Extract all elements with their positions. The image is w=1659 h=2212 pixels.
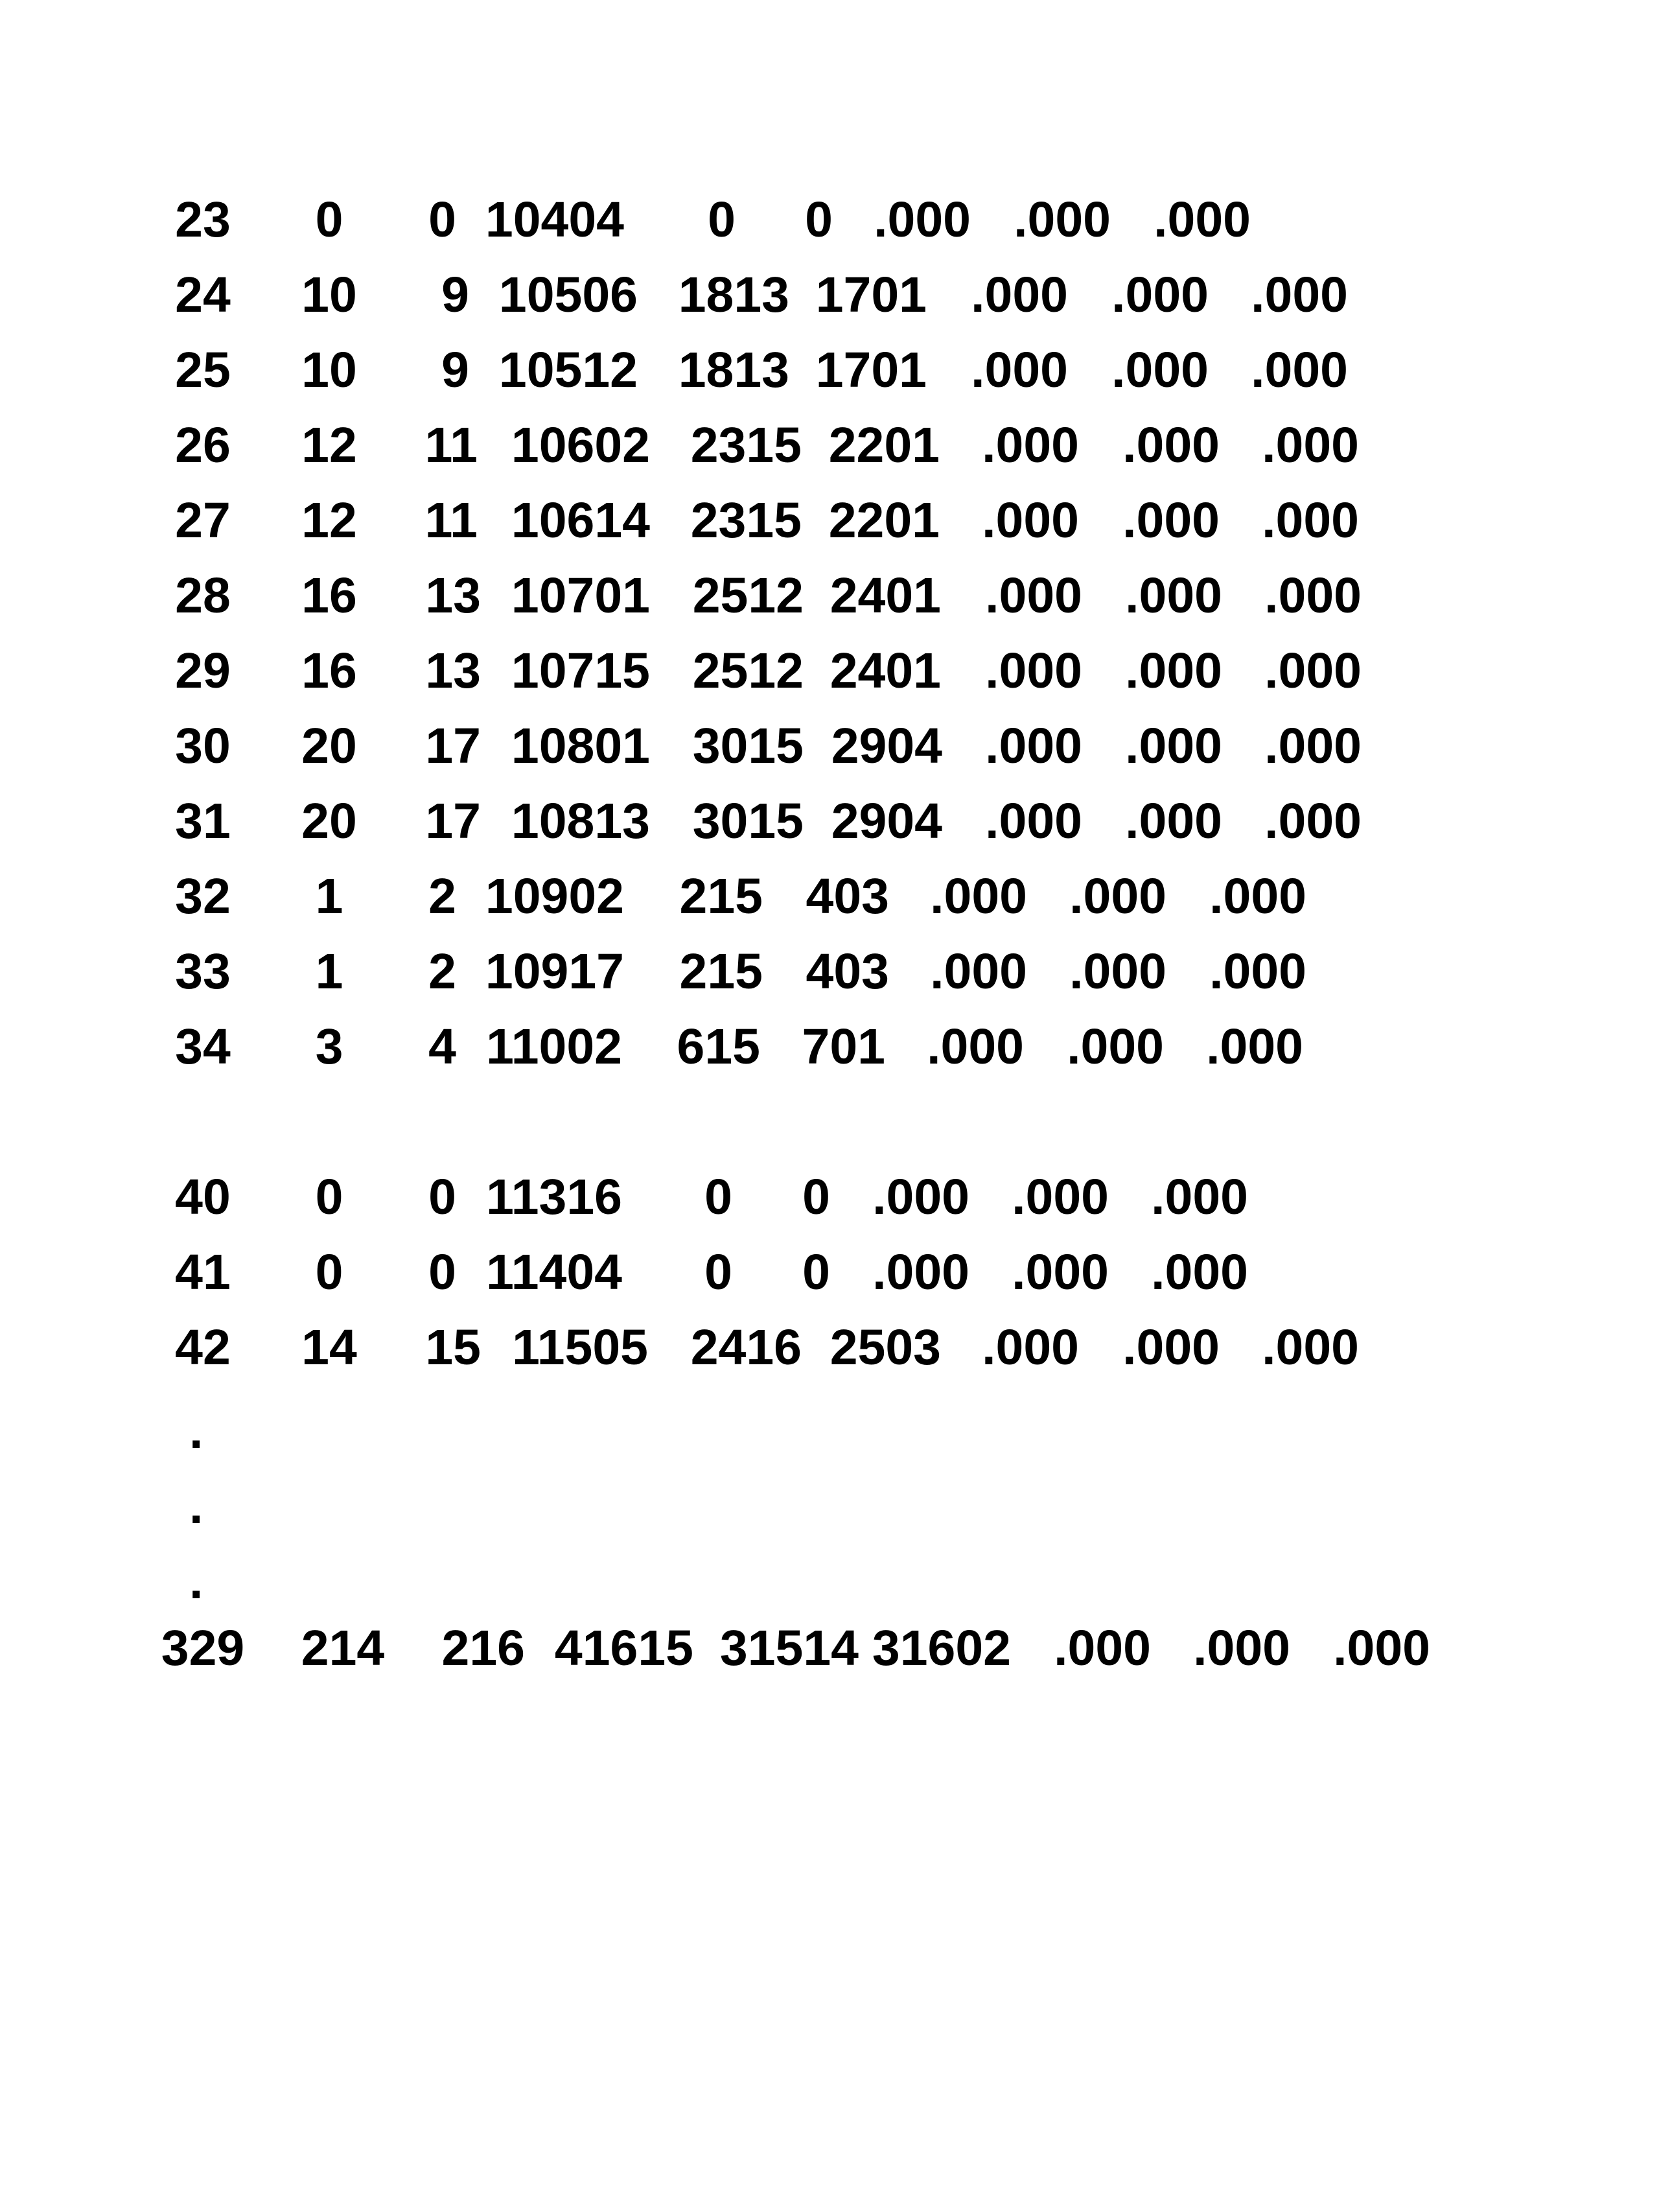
col-g: .000	[1125, 568, 1222, 623]
col-h: .000	[1154, 192, 1251, 248]
col-h: .000	[1262, 493, 1359, 548]
col-h: .000	[1151, 1169, 1248, 1225]
col-a: 12	[301, 417, 357, 473]
col-a: 20	[301, 793, 357, 849]
col-g: .000	[1125, 718, 1222, 774]
col-g: .000	[1111, 267, 1209, 323]
row-id: 28	[175, 568, 231, 623]
row-id: 40	[175, 1169, 231, 1225]
col-a: 12	[301, 493, 357, 548]
row-id: 41	[175, 1244, 231, 1300]
row-id: 27	[175, 493, 231, 548]
table-row	[0, 483, 1659, 558]
table-row	[0, 182, 1659, 257]
table-row	[0, 1611, 1659, 1686]
col-d: 0	[704, 1169, 732, 1225]
ellipsis-dot: .	[189, 1478, 203, 1534]
col-f: .000	[982, 417, 1079, 473]
table-row	[0, 1009, 1659, 1084]
row-id: 24	[175, 267, 231, 323]
col-f: .000	[985, 718, 1082, 774]
col-b: 13	[425, 643, 481, 699]
col-c: 10701	[511, 568, 650, 623]
col-g: .000	[1111, 342, 1209, 398]
table-row	[0, 633, 1659, 708]
col-h: .000	[1264, 643, 1362, 699]
col-g: .000	[1125, 793, 1222, 849]
col-a: 16	[301, 643, 357, 699]
table-row	[0, 708, 1659, 784]
col-b: 17	[425, 793, 481, 849]
col-h: .000	[1206, 1019, 1303, 1075]
col-d: 615	[677, 1019, 760, 1075]
col-g: .000	[1067, 1019, 1164, 1075]
col-g: .000	[1193, 1620, 1290, 1676]
col-g: .000	[1069, 868, 1166, 924]
col-b: 0	[428, 1169, 456, 1225]
col-d: 0	[704, 1244, 732, 1300]
col-a: 20	[301, 718, 357, 774]
table-row	[0, 859, 1659, 934]
table-row	[0, 1235, 1659, 1310]
col-f: .000	[971, 267, 1068, 323]
col-a: 0	[315, 1244, 343, 1300]
row-id: 31	[175, 793, 231, 849]
col-e: 403	[806, 868, 889, 924]
col-h: .000	[1151, 1244, 1248, 1300]
col-a: 16	[301, 568, 357, 623]
col-c: 10614	[511, 493, 650, 548]
col-d: 1813	[678, 267, 789, 323]
col-e: 2201	[828, 417, 940, 473]
col-e: 2904	[831, 718, 942, 774]
col-d: 2315	[690, 417, 802, 473]
col-a: 214	[301, 1620, 385, 1676]
col-e: 2201	[828, 493, 940, 548]
col-b: 2	[428, 868, 456, 924]
col-b: 0	[428, 192, 456, 248]
col-d: 31514	[719, 1620, 859, 1676]
table-row	[0, 558, 1659, 633]
col-d: 2512	[692, 568, 804, 623]
col-a: 0	[315, 1169, 343, 1225]
col-f: .000	[874, 192, 971, 248]
col-c: 10602	[511, 417, 650, 473]
col-f: .000	[927, 1019, 1024, 1075]
col-e: 403	[806, 944, 889, 999]
col-e: 2503	[830, 1320, 941, 1375]
col-e: 0	[802, 1169, 830, 1225]
col-f: .000	[930, 868, 1027, 924]
table-row	[0, 408, 1659, 483]
row-id: 29	[175, 643, 231, 699]
row-id: 34	[175, 1019, 231, 1075]
col-a: 0	[315, 192, 343, 248]
col-f: .000	[1054, 1620, 1151, 1676]
col-f: .000	[971, 342, 1068, 398]
row-id: 23	[175, 192, 231, 248]
table-row	[0, 332, 1659, 408]
col-h: .000	[1209, 868, 1306, 924]
row-id: 30	[175, 718, 231, 774]
col-c: 10902	[485, 868, 624, 924]
col-c: 11404	[486, 1244, 622, 1300]
col-f: .000	[930, 944, 1027, 999]
col-g: .000	[1012, 1244, 1109, 1300]
col-b: 216	[441, 1620, 525, 1676]
col-d: 3015	[692, 718, 804, 774]
col-b: 11	[424, 493, 478, 548]
col-d: 2416	[690, 1320, 802, 1375]
col-c: 10404	[485, 192, 624, 248]
col-a: 10	[301, 267, 357, 323]
col-d: 2315	[690, 493, 802, 548]
col-c: 10506	[498, 267, 638, 323]
row-id: 32	[175, 868, 231, 924]
col-c: 10715	[511, 643, 650, 699]
col-d: 215	[679, 944, 763, 999]
table-row	[0, 934, 1659, 1009]
col-a: 1	[315, 868, 343, 924]
col-c: 10917	[485, 944, 624, 999]
col-d: 3015	[692, 793, 804, 849]
col-d: 0	[708, 192, 736, 248]
col-h: .000	[1264, 793, 1362, 849]
col-f: .000	[982, 493, 1079, 548]
col-g: .000	[1069, 944, 1166, 999]
row-id: 25	[175, 342, 231, 398]
col-d: 2512	[692, 643, 804, 699]
col-f: .000	[872, 1244, 969, 1300]
col-f: .000	[872, 1169, 969, 1225]
col-h: .000	[1262, 417, 1359, 473]
col-b: 9	[441, 342, 469, 398]
col-g: .000	[1122, 493, 1220, 548]
col-c: 10813	[511, 793, 650, 849]
col-e: 31602	[872, 1620, 1011, 1676]
col-b: 13	[425, 568, 481, 623]
col-g: .000	[1012, 1169, 1109, 1225]
col-b: 11	[424, 417, 478, 473]
table-row	[0, 1310, 1659, 1385]
col-e: 2401	[830, 568, 941, 623]
col-e: 2904	[831, 793, 942, 849]
col-d: 215	[679, 868, 763, 924]
col-c: 10801	[511, 718, 650, 774]
col-e: 2401	[830, 643, 941, 699]
col-h: .000	[1333, 1620, 1430, 1676]
col-h: .000	[1264, 718, 1362, 774]
col-b: 9	[441, 267, 469, 323]
col-c: 11002	[486, 1019, 622, 1075]
col-h: .000	[1262, 1320, 1359, 1375]
col-h: .000	[1251, 267, 1348, 323]
col-c: 11505	[512, 1320, 648, 1375]
col-f: .000	[985, 568, 1082, 623]
col-g: .000	[1125, 643, 1222, 699]
col-a: 14	[301, 1320, 357, 1375]
row-id: 329	[161, 1620, 245, 1676]
col-h: .000	[1209, 944, 1306, 999]
col-e: 1701	[815, 342, 927, 398]
col-f: .000	[982, 1320, 1079, 1375]
table-row	[0, 1159, 1659, 1235]
col-a: 10	[301, 342, 357, 398]
col-b: 2	[428, 944, 456, 999]
ellipsis-dot: .	[189, 1403, 203, 1459]
col-a: 1	[315, 944, 343, 999]
col-e: 1701	[815, 267, 927, 323]
col-b: 15	[425, 1320, 481, 1375]
col-c: 10512	[498, 342, 638, 398]
col-c: 11316	[486, 1169, 622, 1225]
col-b: 17	[425, 718, 481, 774]
col-b: 0	[428, 1244, 456, 1300]
col-g: .000	[1122, 1320, 1220, 1375]
col-a: 3	[315, 1019, 343, 1075]
table-row	[0, 257, 1659, 332]
row-id: 33	[175, 944, 231, 999]
table-row	[0, 784, 1659, 859]
col-h: .000	[1251, 342, 1348, 398]
col-e: 0	[802, 1244, 830, 1300]
row-id: 42	[175, 1320, 231, 1375]
row-id: 26	[175, 417, 231, 473]
col-g: .000	[1014, 192, 1111, 248]
col-h: .000	[1264, 568, 1362, 623]
col-g: .000	[1122, 417, 1220, 473]
col-e: 0	[805, 192, 833, 248]
ellipsis-dot: .	[189, 1554, 203, 1609]
col-b: 4	[428, 1019, 456, 1075]
col-d: 1813	[678, 342, 789, 398]
col-e: 701	[802, 1019, 885, 1075]
col-f: .000	[985, 643, 1082, 699]
col-c: 41615	[554, 1620, 693, 1676]
col-f: .000	[985, 793, 1082, 849]
